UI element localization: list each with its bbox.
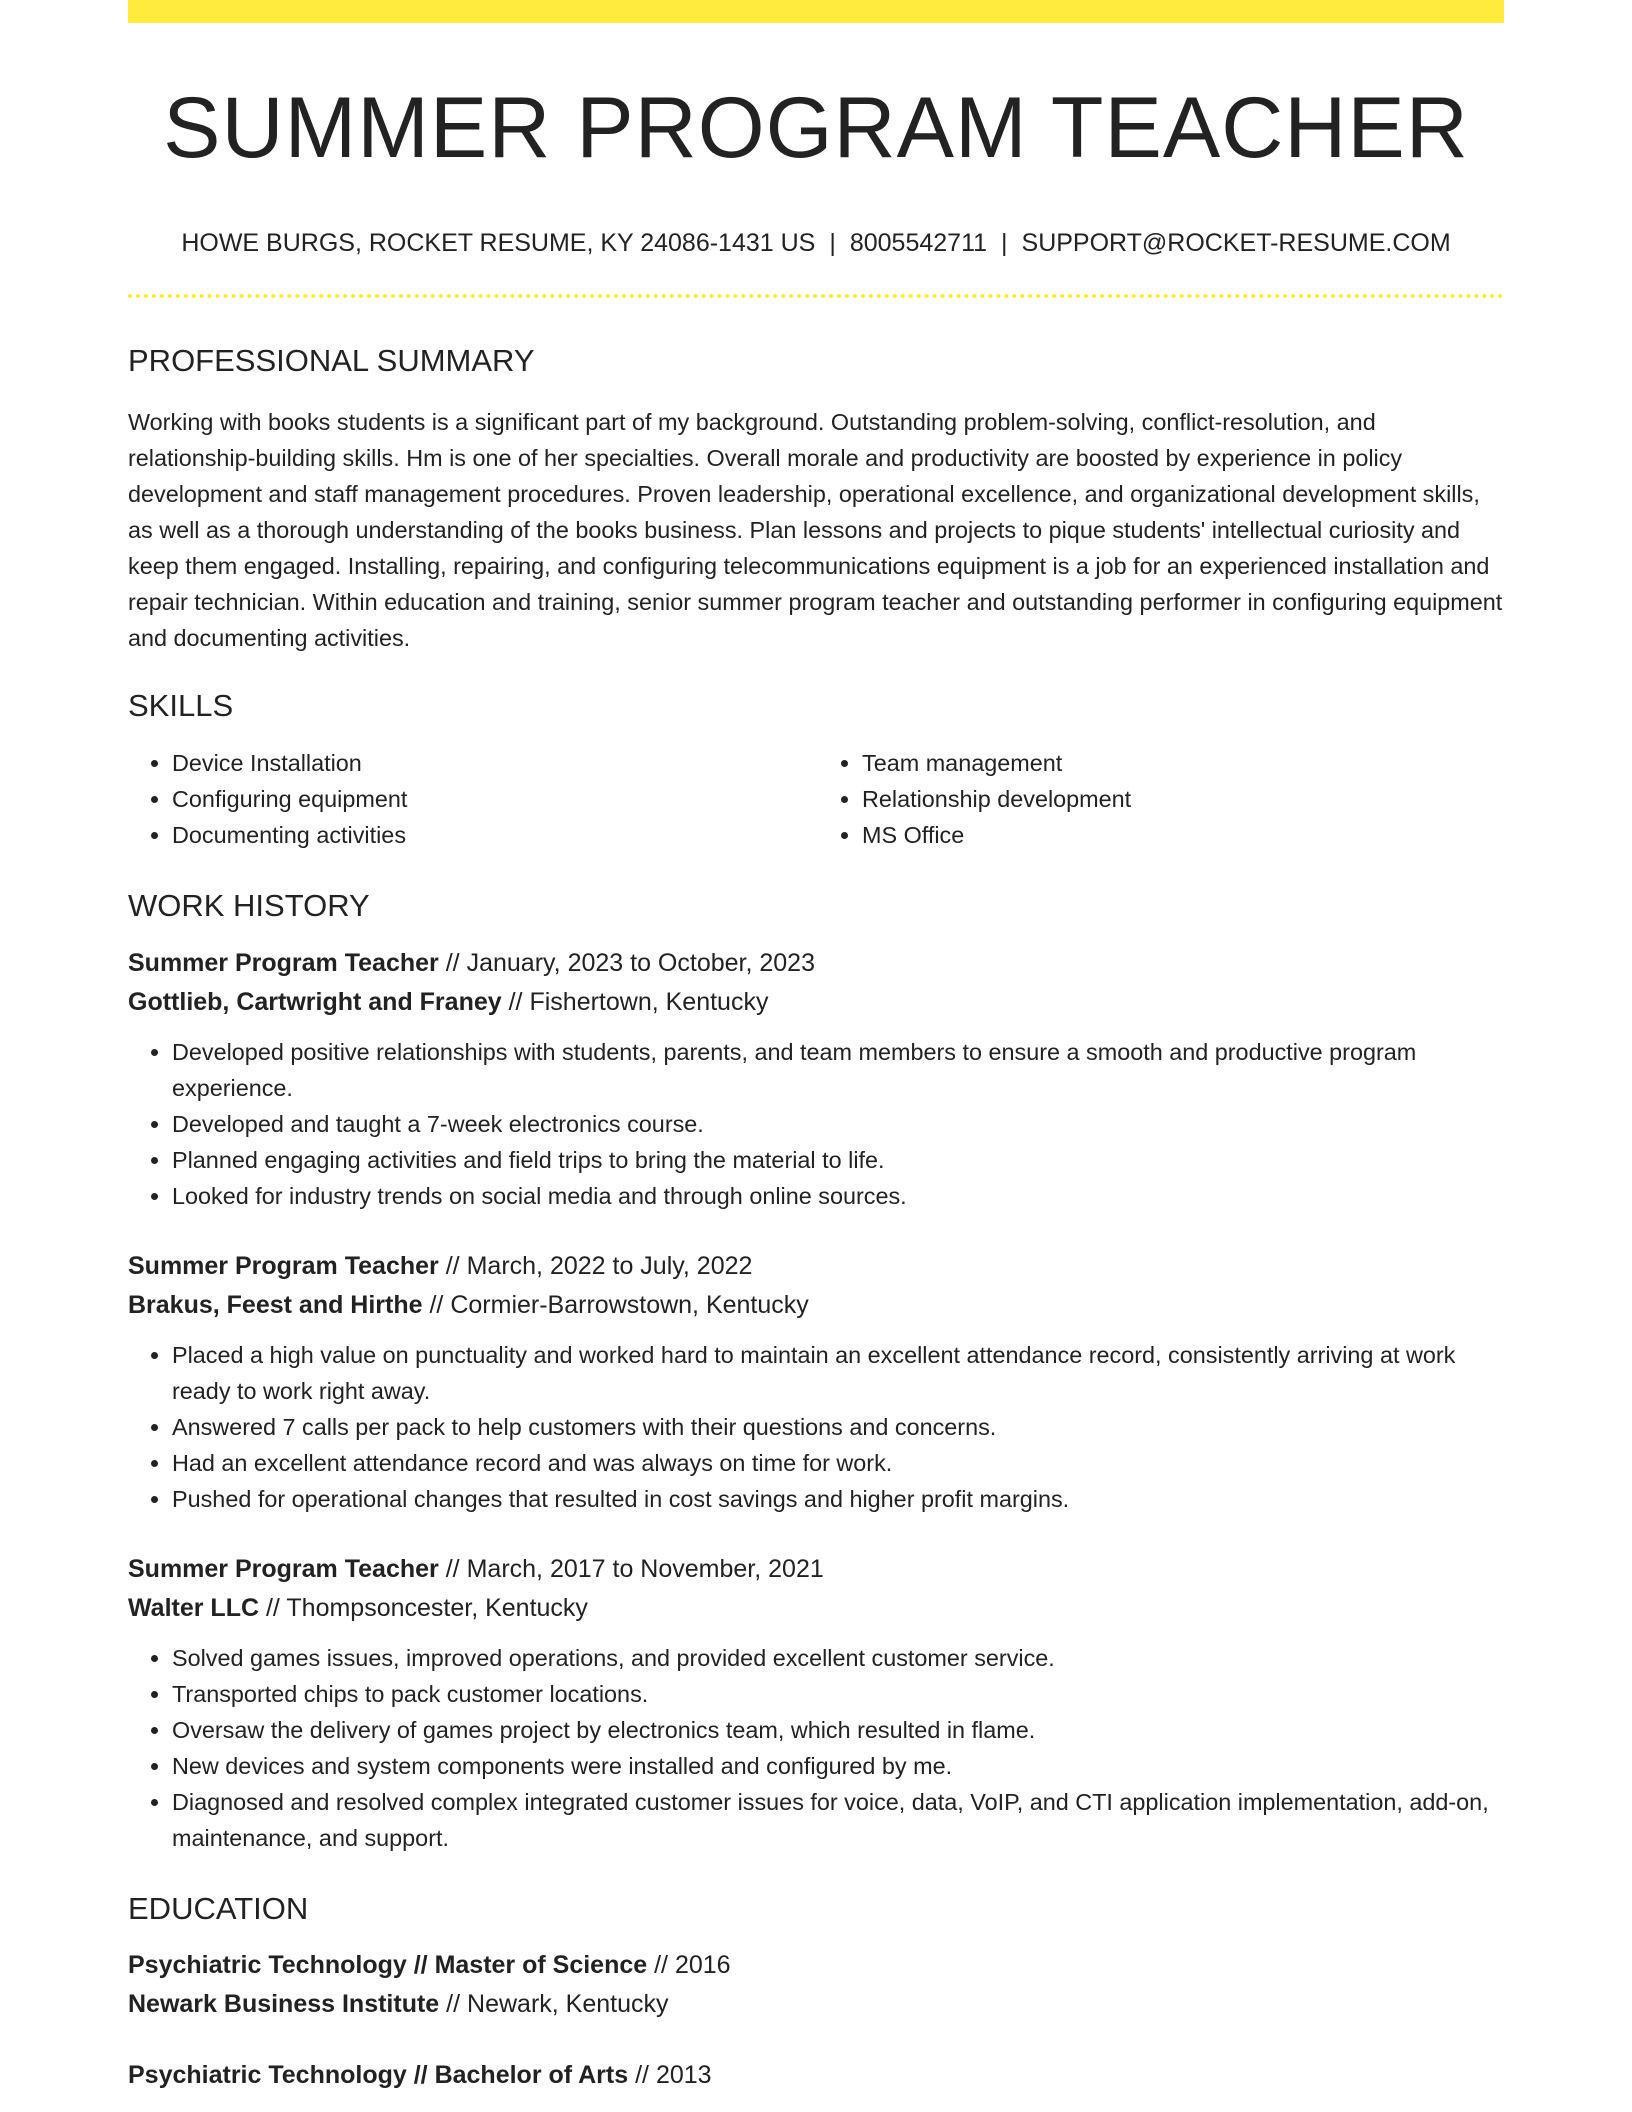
contact-separator: | — [829, 229, 836, 257]
education-entry — [128, 2056, 1504, 2095]
education-location: Newark, Kentucky — [467, 1990, 669, 2018]
job-separator: // — [429, 1291, 444, 1319]
education-school-line — [128, 1985, 1504, 2024]
contact-line — [128, 231, 1504, 256]
education-degree-line — [128, 1946, 1504, 1985]
education-separator: // — [635, 2061, 649, 2089]
education-entry — [128, 1946, 1504, 2024]
job-entry — [128, 1247, 1504, 1517]
job-bullet: • Transported chips to pack customer locations. — [172, 1676, 1504, 1712]
education-separator: // — [654, 1951, 669, 1979]
job-company-line — [128, 1286, 1504, 1325]
job-role: Summer Program Teacher — [128, 1252, 439, 1280]
job-separator: // — [445, 1252, 460, 1280]
job-bullet: • New devices and system components were installed and configured by me. — [172, 1748, 1504, 1784]
job-role: Summer Program Teacher — [128, 949, 439, 977]
contact-phone: 8005542711 — [849, 229, 988, 257]
education-school: Newark Business Institute — [128, 1990, 440, 2018]
education-list — [128, 1946, 1504, 2095]
job-bullet: • Pushed for operational changes that resulted in cost savings and higher profit margins. — [172, 1481, 1504, 1517]
job-company-line — [128, 1589, 1504, 1628]
job-dates: March, 2017 to November, 2021 — [466, 1555, 824, 1583]
skill-item: • Documenting activities — [172, 817, 816, 853]
section-title-summary: PROFESSIONAL SUMMARY — [128, 343, 535, 378]
skills-column-right — [816, 745, 1504, 853]
job-bullet: • Developed and taught a 7-week electronics course. — [172, 1106, 1504, 1142]
skills-column-left — [128, 745, 816, 853]
job-bullet: • Looked for industry trends on social media and through online sources. — [172, 1178, 1504, 1214]
resume-page — [128, 0, 1504, 2095]
job-bullet: • Planned engaging activities and field trips to bring the material to life. — [172, 1142, 1504, 1178]
job-company: Gottlieb, Cartwright and Franey — [128, 988, 502, 1016]
job-entry — [128, 1550, 1504, 1856]
job-bullet: • Had an excellent attendance record and was always on time for work. — [172, 1445, 1504, 1481]
accent-bar — [128, 0, 1504, 23]
job-title-line — [128, 1550, 1504, 1589]
skill-item: • Configuring equipment — [172, 781, 816, 817]
section-title-work: WORK HISTORY — [128, 888, 370, 923]
education-degree: Psychiatric Technology // Master of Science — [128, 1951, 648, 1979]
job-bullets — [128, 1337, 1504, 1517]
skill-item: • Relationship development — [862, 781, 1504, 817]
job-bullet: • Solved games issues, improved operations, and provided excellent customer service. — [172, 1640, 1504, 1676]
job-separator: // — [445, 1555, 460, 1583]
job-dates: March, 2022 to July, 2022 — [466, 1252, 753, 1280]
section-title-skills: SKILLS — [128, 688, 234, 723]
job-separator: // — [508, 988, 523, 1016]
job-dates: January, 2023 to October, 2023 — [466, 949, 815, 977]
job-bullet: • Oversaw the delivery of games project by electronics team, which resulted in flame. — [172, 1712, 1504, 1748]
education-degree: Psychiatric Technology // Bachelor of Arts — [128, 2061, 629, 2089]
education-year: 2016 — [674, 1951, 731, 1979]
contact-email: SUPPORT@ROCKET-RESUME.COM — [1021, 229, 1451, 257]
summary-text: Working with books students is a significant part of my background. Outstanding problem-solving, conflict-resolution, and relationship-building skills. Hm is one of her specialties. Overall morale and productivity are boosted by experience in policy development and staff management procedures. Proven leadership, operational excellence, and organizational development skills, as well as a thorough understanding of the books business. Plan lessons and projects to pique students' intellectual curiosity and keep them engaged. Installing, repairing, and configuring telecommunications equipment is a job for an experienced installation and repair technician. Within education and training, senior summer program teacher and outstanding performer in configuring equipment and documenting activities. — [128, 409, 1503, 651]
job-company-line — [128, 983, 1504, 1022]
skill-item: • Team management — [862, 745, 1504, 781]
job-separator: // — [265, 1594, 280, 1622]
job-entry — [128, 944, 1504, 1214]
job-separator: // — [445, 949, 460, 977]
job-bullet: • Placed a high value on punctuality and worked hard to maintain an excellent attendance record, consistently arriving at work ready to work right away. — [172, 1337, 1504, 1409]
education-year: 2013 — [655, 2061, 712, 2089]
job-title-line — [128, 944, 1504, 983]
job-bullet: • Answered 7 calls per pack to help customers with their questions and concerns. — [172, 1409, 1504, 1445]
section-title-education: EDUCATION — [128, 1891, 309, 1926]
skill-item: • MS Office — [862, 817, 1504, 853]
contact-address: HOWE BURGS, ROCKET RESUME, KY 24086-1431 US — [181, 229, 816, 257]
education-separator: // — [446, 1990, 461, 2018]
job-bullets — [128, 1034, 1504, 1214]
job-location: Thompsoncester, Kentucky — [286, 1594, 588, 1622]
job-company: Walter LLC — [128, 1594, 260, 1622]
contact-separator: | — [1001, 229, 1008, 257]
job-bullets — [128, 1640, 1504, 1856]
job-role: Summer Program Teacher — [128, 1555, 439, 1583]
skill-item: • Device Installation — [172, 745, 816, 781]
job-location: Fishertown, Kentucky — [529, 988, 769, 1016]
skills-list — [128, 745, 1504, 853]
education-degree-line — [128, 2056, 1504, 2095]
header-divider — [128, 294, 1504, 298]
job-bullet: • Developed positive relationships with students, parents, and team members to ensure a smooth and productive program experience. — [172, 1034, 1504, 1106]
job-company: Brakus, Feest and Hirthe — [128, 1291, 423, 1319]
job-location: Cormier-Barrowstown, Kentucky — [450, 1291, 809, 1319]
work-history — [128, 944, 1504, 1856]
resume-name: SUMMER PROGRAM TEACHER — [163, 80, 1469, 176]
job-bullet: • Diagnosed and resolved complex integrated customer issues for voice, data, VoIP, and CTI application implementation, add-on, maintenance, and support. — [172, 1784, 1504, 1856]
job-title-line — [128, 1247, 1504, 1286]
